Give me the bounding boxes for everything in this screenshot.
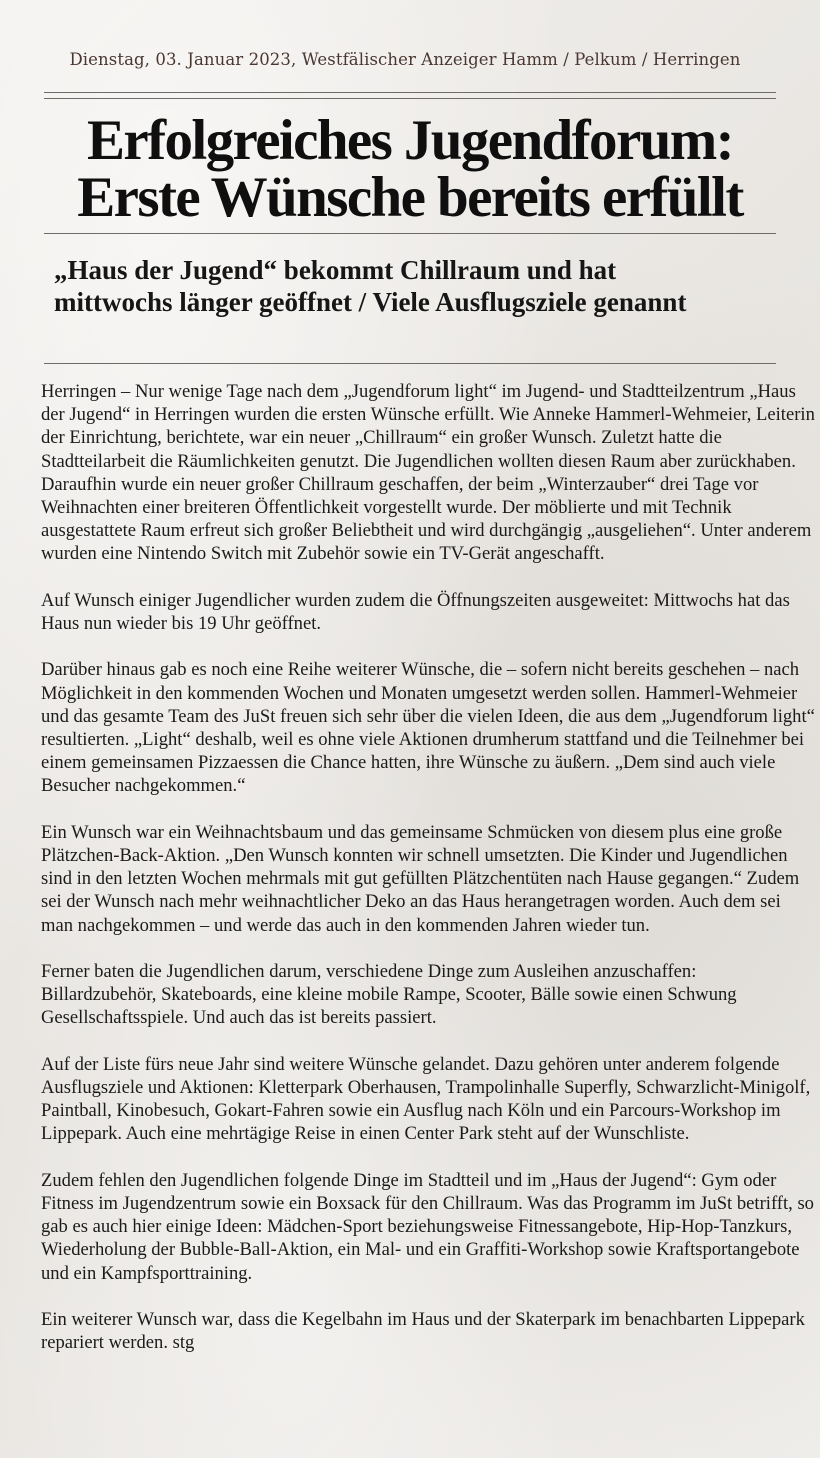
subheadline-line-1: „Haus der Jugend“ bekommt Chillraum und hat (54, 255, 617, 285)
headline (0, 109, 820, 229)
paragraph: Ferner baten die Jugendlichen darum, verschiedene Dinge zum Ausleihen anzuschaffen: Billardzubehör, Skateboards, eine kleine mobile Rampe, Scooter, Bälle sowie einen Schwung Gesellschaftsspiele. Und auch das ist bereits passiert. (41, 961, 737, 1029)
paragraph: Herringen – Nur wenige Tage nach dem „Jugendforum light“ im Jugend- und Stadtteilzentrum „Haus der Jugend“ in Herringen wurden die ersten Wünsche erfüllt. Wie Anneke Hammerl-Wehmeier, Leiterin der Einrichtung, berichtete, war ein neuer „Chillraum“ ein großer Wunsch. Zuletzt hatte die Stadtteilarbeit die Räumlichkeiten genutzt. Die Jugendlichen wollten diesen Raum aber zurückhaben. Daraufhin wurde ein neuer großer Chillraum geschaffen, der beim „Winterzauber“ drei Tage vor Weihnachten einer breiteren Öffentlichkeit vorgestellt wurde. Der möblierte und mit Technik ausgestattete Raum erfreut sich großer Beliebtheit und wird durchgängig „ausgeliehen“. Unter anderem wurden eine Nintendo Switch mit Zubehör sowie ein TV-Gerät angeschafft. (41, 381, 815, 565)
top-rule-upper (44, 92, 776, 93)
subheadline-rule (44, 363, 776, 364)
top-rule-lower (44, 98, 776, 99)
paragraph: Auf Wunsch einiger Jugendlicher wurden zudem die Öffnungszeiten ausgeweitet: Mittwochs hat das Haus nun wieder bis 19 Uhr geöffnet. (41, 589, 790, 635)
subheadline (54, 254, 794, 318)
article-body (41, 380, 816, 1378)
paragraph: Darüber hinaus gab es noch eine Reihe weiterer Wünsche, die – sofern nicht bereits geschehen – nach Möglichkeit in den kommenden Wochen und Monaten umgesetzt werden sollen. Hammerl-Wehmeier und das gesamte Team des JuSt freuen sich sehr über die vielen Ideen, die aus dem „Jugendforum light“ resultierten. „Light“ deshalb, weil es ohne viele Aktionen drumherum stattfand und die Teilnehmer bei einem gemeinsamen Pizzaessen die Chance hatten, ihre Wünsche zu äußern. „Dem sind auch viele Besucher nachgekommen.“ (41, 659, 815, 797)
headline-rule (44, 233, 776, 234)
headline-line-1: Erfolgreiches Jugendforum: (86, 109, 734, 172)
headline-line-2: Erste Wünsche bereits erfüllt (77, 166, 743, 229)
paragraph: Auf der Liste fürs neue Jahr sind weitere Wünsche gelandet. Dazu gehören unter anderem folgende Ausflugsziele und Aktionen: Kletterpark Oberhausen, Trampolinhalle Superfly, Schwarzlicht-Minigolf, Paintball, Kinobesuch, Gokart-Fahren sowie ein Ausflug nach Köln und ein Parcours-Workshop im Lippepark. Auch eine mehrtägige Reise in einen Center Park steht auf der Wunschliste. (41, 1053, 811, 1145)
paragraph: Ein Wunsch war ein Weihnachtsbaum und das gemeinsame Schmücken von diesem plus eine große Plätzchen-Back-Aktion. „Den Wunsch konnten wir schnell umsetzten. Die Kinder und Jugendlichen sind in den letzten Wochen mehrmals mit gut gefüllten Plätzchentüten nach Hause gegangen.“ Zudem sei der Wunsch nach mehr weihnachtlicher Deko an das Haus herangetragen worden. Auch dem sei man nachgekommen – und werde das auch in den kommenden Jahren wieder tun. (41, 821, 800, 936)
paragraph: Ein weiterer Wunsch war, dass die Kegelbahn im Haus und der Skaterpark im benachbarten Lippepark repariert werden. stg (41, 1309, 805, 1354)
subheadline-line-2: mittwochs länger geöffnet / Viele Ausflugsziele genannt (54, 287, 687, 317)
paragraph: Zudem fehlen den Jugendlichen folgende Dinge im Stadtteil und im „Haus der Jugend“: Gym oder Fitness im Jugendzentrum sowie ein Boxsack für den Chillraum. Was das Programm im JuSt betrifft, so gab es auch hier einige Ideen: Mädchen-Sport beziehungsweise Fitnessangebote, Hip-Hop-Tanzkurs, Wiederholung der Bubble-Ball-Aktion, ein Mal- und ein Graffiti-Workshop sowie Kraftsportangebote und ein Kampfsporttraining. (41, 1169, 814, 1284)
dateline: Dienstag, 03. Januar 2023, Westfälischer Anzeiger Hamm / Pelkum / Herringen (69, 50, 741, 69)
